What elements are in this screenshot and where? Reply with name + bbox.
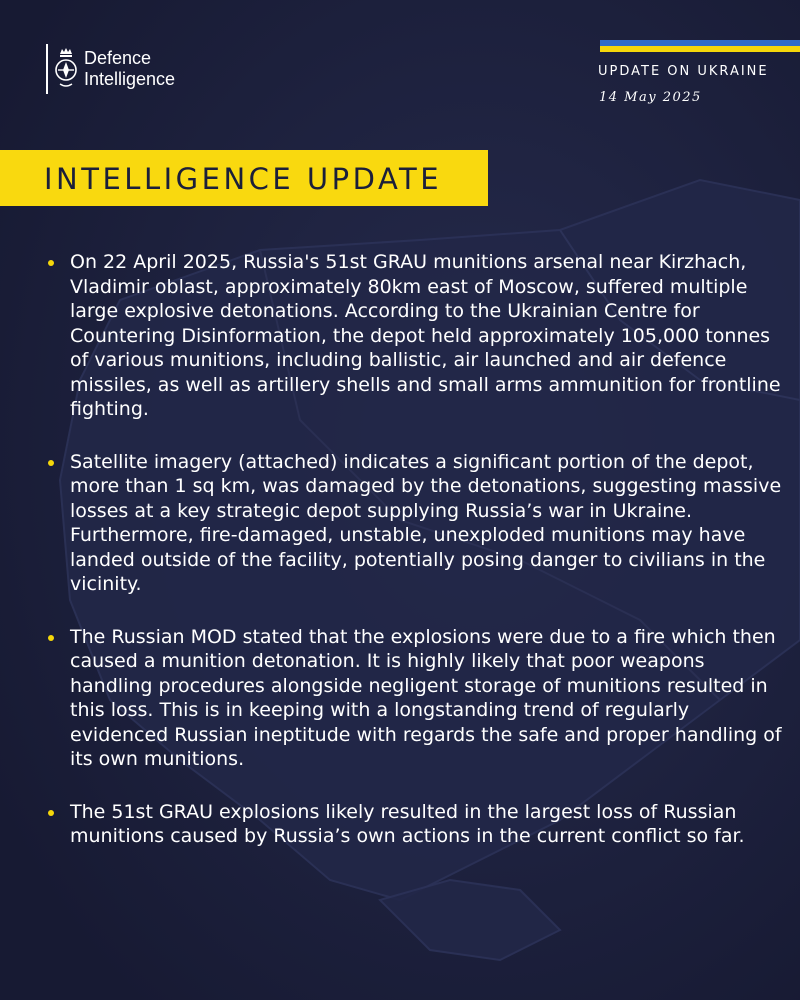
- flag-yellow-band: [600, 46, 800, 52]
- bullet-marker: [48, 460, 54, 466]
- bullet-item: [44, 250, 784, 422]
- bullet-text: The 51st GRAU explosions likely resulted in the largest loss of Russian munitions caused by Russia’s own actions in the current conflict so far.: [70, 800, 745, 847]
- logo-line-1: Defence: [84, 48, 152, 68]
- logo-line-2: Intelligence: [84, 69, 176, 89]
- bullet-item: [44, 800, 784, 849]
- bullet-text: On 22 April 2025, Russia's 51st GRAU munitions arsenal near Kirzhach, Vladimir oblast, approximately 80km east of Moscow, suffered multiple large explosive detonations. According to the Ukrainian Centre for Countering Disinformation, the depot held approximately 105,000 tonnes of various munitions, including ballistic, air launched and air defence missiles, as well as artillery shells and small arms ammunition for frontline fighting.: [70, 251, 781, 420]
- bullet-marker: [48, 635, 54, 641]
- ukraine-flag-stripe: [600, 40, 800, 52]
- bullet-text: The Russian MOD stated that the explosions were due to a fire which then caused a munition detonation. It is highly likely that poor weapons handling procedures alongside negligent storage of munitions resulted in this loss. This is in keeping with a longstanding trend of regularly evidenced Russian ineptitude with regards the safe and proper handling of its own munitions.: [70, 625, 782, 770]
- bullet-text: Satellite imagery (attached) indicates a significant portion of the depot, more than 1 sq km, was damaged by the detonations, suggesting massive losses at a key strategic depot supplying Russia’s war in Ukraine. Furthermore, fire-damaged, unstable, unexploded munitions may have landed outside of the facility, potentially posing danger to civilians in the vicinity.: [70, 450, 782, 595]
- logo-divider: [46, 44, 48, 94]
- page-title: INTELLIGENCE UPDATE: [44, 162, 443, 196]
- bullet-item: [44, 450, 784, 597]
- bullet-marker: [48, 260, 54, 266]
- update-date: 14 May 2025: [599, 90, 702, 105]
- update-label: UPDATE ON UKRAINE: [598, 64, 769, 79]
- bullet-list: [44, 250, 784, 877]
- defence-intelligence-logo: [46, 44, 175, 94]
- bullet-item: [44, 625, 784, 772]
- bullet-marker: [48, 810, 54, 816]
- crest-icon: [54, 46, 78, 92]
